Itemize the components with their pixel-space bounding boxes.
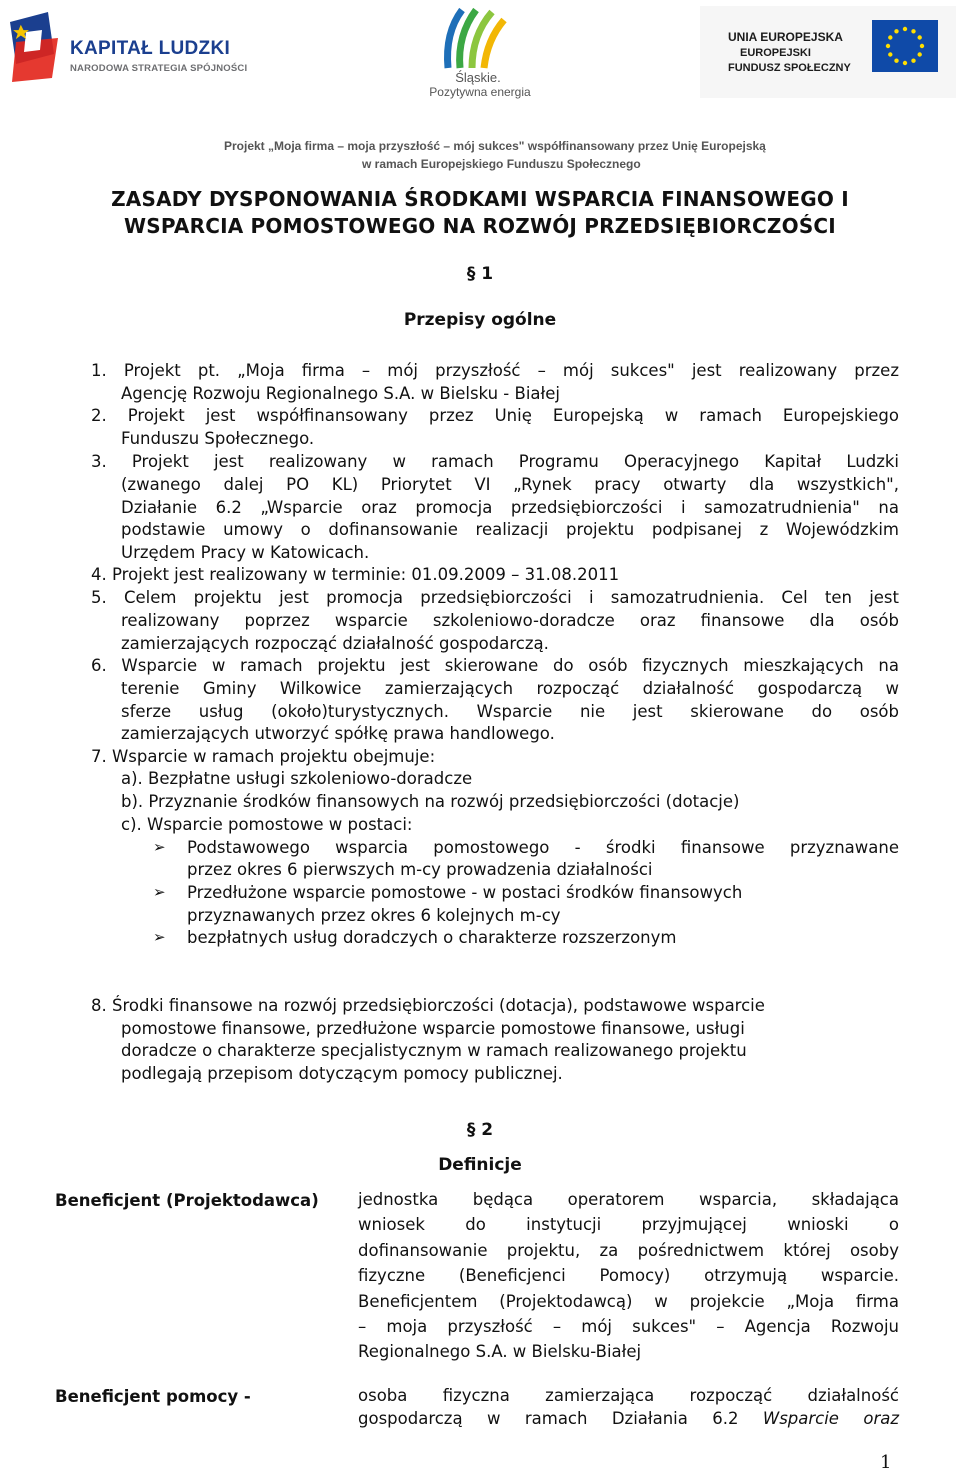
paragraph-7b: b). Przyznanie środków finansowych na rozwój przedsiębiorczości (dotacje): [121, 792, 740, 811]
bullet-text: przyznawanych przez okres 6 kolejnych m-cy: [187, 906, 561, 925]
definition-line: wniosek do instytucji przyjmującej wnioski o: [358, 1215, 899, 1234]
paragraph-3-line: 3. Projekt jest realizowany w ramach Programu Operacyjnego Kapitał Ludzki: [91, 452, 899, 471]
paragraph-5-line: zamierzających rozpocząć działalność gospodarczą.: [121, 634, 549, 653]
slaskie-waves-icon: [400, 6, 550, 70]
paragraph-3-line: (zwanego dalej PO KL) Priorytet VI „Rynek pracy otwarty dla wszystkich",: [121, 475, 899, 494]
page-number: 1: [880, 1452, 892, 1473]
section-1-heading: Przepisy ogólne: [403, 310, 557, 330]
arrow-bullet-icon: ➢: [153, 838, 166, 856]
definition-line: Regionalnego S.A. w Bielsku-Białej: [358, 1342, 642, 1361]
kapital-ludzki-subtitle: NARODOWA STRATEGIA SPÓJNOŚCI: [70, 63, 248, 74]
definition-line-text: gospodarczą w ramach Działania 6.2: [358, 1409, 763, 1428]
doc-title-line-1: ZASADY DYSPONOWANIA ŚRODKAMI WSPARCIA FINANSOWEGO I: [111, 187, 849, 211]
eu-flag-icon: [872, 20, 938, 72]
definition-line: osoba fizyczna zamierzająca rozpocząć działalność: [358, 1386, 899, 1405]
bullet-text: Podstawowego wsparcia pomostowego - środki finansowe przyznawane: [187, 838, 899, 857]
project-line-2: w ramach Europejskiego Funduszu Społecznego: [362, 157, 641, 171]
section-2-heading: Definicje: [438, 1155, 522, 1175]
kapital-ludzki-emblem-icon: [8, 8, 64, 86]
definition-term-beneficjent: Beneficjent (Projektodawca): [55, 1191, 319, 1210]
paragraph-1-line: 1. Projekt pt. „Moja firma – mój przyszłość – mój sukces" jest realizowany przez: [91, 361, 899, 380]
paragraph-7: 7. Wsparcie w ramach projektu obejmuje:: [91, 747, 436, 766]
paragraph-6-line: zamierzających utworzyć spółkę prawa handlowego.: [121, 724, 555, 743]
paragraph-6-line: sferze usług (około)turystycznych. Wsparcie nie jest skierowane do osób: [121, 702, 899, 721]
definition-line: – moja przyszłość – mój sukces" – Agencja Rozwoju: [358, 1317, 899, 1336]
definition-line: jednostka będąca operatorem wsparcia, składająca: [358, 1190, 899, 1209]
kapital-ludzki-logo: [8, 8, 248, 90]
paragraph-6-line: 6. Wsparcie w ramach projektu jest skierowane do osób fizycznych mieszkających na: [91, 656, 899, 675]
paragraph-2-line: Funduszu Społecznego.: [121, 429, 315, 448]
paragraph-3-line: Działanie 6.2 „Wsparcie oraz promocja przedsiębiorczości i samozatrudnienia" na: [121, 498, 899, 517]
paragraph-8-line: doradcze o charakterze specjalistycznym w ramach realizowanego projektu: [121, 1041, 747, 1060]
eu-line-1: UNIA EUROPEJSKA: [728, 30, 843, 44]
paragraph-7c: c). Wsparcie pomostowe w postaci:: [121, 815, 413, 834]
eu-line-3: FUNDUSZ SPOŁECZNY: [728, 62, 851, 74]
bullet-text: Przedłużone wsparcie pomostowe - w postaci środków finansowych: [187, 883, 743, 902]
definition-term-beneficjent-pomocy: Beneficjent pomocy -: [55, 1387, 251, 1406]
paragraph-8-line: podlegają przepisom dotyczącym pomocy publicznej.: [121, 1064, 563, 1083]
paragraph-6-line: terenie Gminy Wilkowice zamierzających rozpocząć działalność gospodarczą w: [121, 679, 899, 698]
section-1-symbol: § 1: [466, 264, 494, 284]
slaskie-tagline: Pozytywna energia: [429, 85, 531, 99]
section-2-symbol: § 2: [466, 1120, 494, 1140]
kapital-ludzki-title: KAPITAŁ LUDZKI: [70, 38, 231, 59]
paragraph-5-line: realizowany poprzez wsparcie szkoleniowo-doradcze oraz finansowe dla osób: [121, 611, 899, 630]
paragraph-3-line: Urzędem Pracy w Katowicach.: [121, 543, 370, 562]
paragraph-8-line: 8. Środki finansowe na rozwój przedsiębiorczości (dotacja), podstawowe wsparcie: [91, 996, 765, 1015]
doc-title-line-2: WSPARCIA POMOSTOWEGO NA ROZWÓJ PRZEDSIĘBIORCZOŚCI: [124, 214, 836, 238]
definition-line: dofinansowanie projektu, za pośrednictwem której osoby: [358, 1241, 899, 1260]
arrow-bullet-icon: ➢: [153, 883, 166, 901]
definition-line: [358, 1408, 899, 1431]
project-line-1: Projekt „Moja firma – moja przyszłość – mój sukces" współfinansowany przez Unię Europejską: [224, 139, 766, 153]
paragraph-4: 4. Projekt jest realizowany w terminie: 01.09.2009 – 31.08.2011: [91, 565, 620, 584]
bullet-text: bezpłatnych usług doradczych o charakterze rozszerzonym: [187, 928, 677, 947]
paragraph-7a: a). Bezpłatne usługi szkoleniowo-doradcze: [121, 769, 473, 788]
bullet-text: przez okres 6 pierwszych m-cy prowadzenia działalności: [187, 860, 653, 879]
definition-line-italic-text: Wsparcie oraz: [762, 1409, 899, 1428]
arrow-bullet-icon: ➢: [153, 928, 166, 946]
paragraph-3-line: podstawie umowy o dofinansowanie realizacji projektu podpisanej z Wojewódzkim: [121, 520, 899, 539]
slaskie-name: Śląskie.: [455, 70, 501, 85]
paragraph-2-line: 2. Projekt jest współfinansowany przez Unię Europejską w ramach Europejskiego: [91, 406, 899, 425]
eu-line-2: EUROPEJSKI: [740, 47, 811, 59]
definition-line: fizyczne (Beneficjenci Pomocy) otrzymują wsparcie.: [358, 1266, 899, 1285]
paragraph-1-line: Agencję Rozwoju Regionalnego S.A. w Bielsku - Białej: [121, 384, 560, 403]
definition-line: Beneficjentem (Projektodawcą) w projekcie „Moja firma: [358, 1292, 899, 1311]
slaskie-logo: [400, 6, 550, 102]
paragraph-8-line: pomostowe finansowe, przedłużone wsparcie pomostowe finansowe, usługi: [121, 1019, 745, 1038]
paragraph-5-line: 5. Celem projektu jest promocja przedsiębiorczości i samozatrudnienia. Cel ten jest: [91, 588, 899, 607]
eu-logo: [700, 6, 956, 98]
